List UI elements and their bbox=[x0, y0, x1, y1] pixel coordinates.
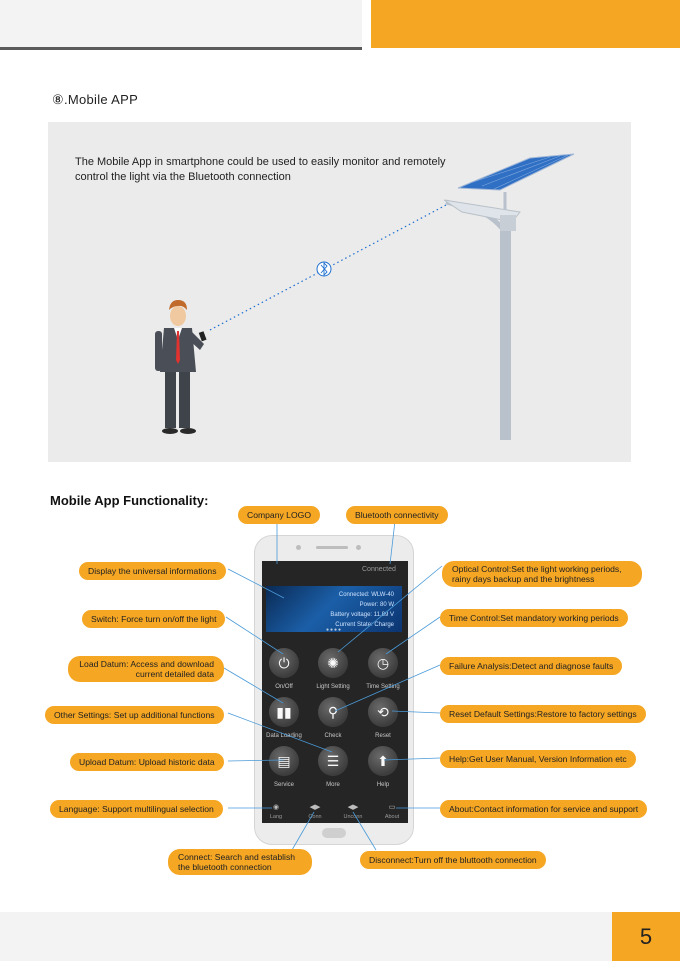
nav-about-label[interactable]: About bbox=[384, 814, 400, 820]
callout-upload-datum: Upload Datum: Upload historic data bbox=[70, 753, 224, 771]
clock-icon: ◷ bbox=[376, 654, 390, 671]
callout-about: About:Contact information for service and support bbox=[440, 800, 647, 818]
nav-conn-label[interactable]: Conn bbox=[308, 814, 322, 820]
list-icon: ☰ bbox=[326, 752, 340, 769]
callout-connect: Connect: Search and establish the bluetooth connection bbox=[168, 849, 312, 875]
reset-icon: ⟲ bbox=[377, 703, 389, 720]
callout-display-info: Display the universal informations bbox=[79, 562, 226, 580]
time-setting-label: Time Setting bbox=[366, 684, 400, 690]
service-label: Service bbox=[273, 782, 294, 788]
info-line: Connected: WLW-40 bbox=[338, 592, 394, 598]
callout-reset-default: Reset Default Settings:Restore to factory settings bbox=[440, 705, 646, 723]
reset-label: Reset bbox=[375, 733, 391, 739]
connect-icon[interactable]: ◀▶ bbox=[309, 804, 321, 811]
intro-text: The Mobile App in smartphone could be used to easily monitor and remotely control the light via the Bluetooth connection bbox=[75, 156, 446, 183]
info-line: Battery voltage: 11.89 V bbox=[330, 612, 394, 618]
functionality-title: Mobile App Functionality: bbox=[50, 493, 209, 508]
page-number: 5 bbox=[612, 912, 680, 961]
callout-time-control: Time Control:Set mandatory working periods bbox=[440, 609, 628, 627]
info-line: Power: 80 W bbox=[359, 602, 394, 608]
callout-optical-control: Optical Control:Set the light working periods, rainy days backup and the brightness bbox=[442, 561, 642, 587]
help-icon: ⬆ bbox=[377, 752, 389, 769]
callout-switch: Switch: Force turn on/off the light bbox=[82, 610, 225, 628]
disconnect-icon[interactable]: ◀▶ bbox=[347, 804, 359, 811]
callout-failure-analysis: Failure Analysis:Detect and diagnose faults bbox=[440, 657, 622, 675]
callout-company-logo: Company LOGO bbox=[238, 506, 320, 524]
chart-icon: ▮▮ bbox=[276, 703, 292, 720]
section-title: ⑧.Mobile APP bbox=[52, 92, 139, 107]
nav-unconn-label[interactable]: Unconn bbox=[343, 814, 363, 820]
document-icon: ▤ bbox=[277, 752, 291, 769]
about-icon[interactable]: ▭ bbox=[388, 804, 396, 811]
light-icon: ✺ bbox=[327, 654, 339, 671]
on-off-label: On/Off bbox=[275, 684, 293, 690]
language-icon[interactable]: ◉ bbox=[272, 804, 280, 811]
power-icon: ⏻ bbox=[278, 654, 290, 671]
nav-lang-label[interactable]: Lang bbox=[269, 814, 283, 820]
callout-bluetooth: Bluetooth connectivity bbox=[346, 506, 448, 524]
help-label: Help bbox=[376, 782, 390, 788]
callout-load-datum: Load Datum: Access and download current detailed data bbox=[68, 656, 224, 682]
info-line: Current State: Charge bbox=[335, 622, 394, 628]
data-loading-label: Data Loading bbox=[266, 733, 302, 739]
callout-disconnect: Disconnect:Turn off the bluttooth connection bbox=[360, 851, 546, 869]
more-label: More bbox=[326, 782, 340, 788]
callout-help: Help:Get User Manual, Version Information etc bbox=[440, 750, 636, 768]
connection-status: Connected bbox=[362, 566, 396, 573]
pager-dots: ●●●● bbox=[325, 627, 343, 633]
check-label: Check bbox=[324, 733, 342, 739]
callout-language: Language: Support multilingual selection bbox=[50, 800, 223, 818]
magnifier-icon: ⚲ bbox=[327, 703, 339, 720]
callout-other-settings: Other Settings: Set up additional functions bbox=[45, 706, 224, 724]
light-setting-label: Light Setting bbox=[316, 684, 350, 690]
